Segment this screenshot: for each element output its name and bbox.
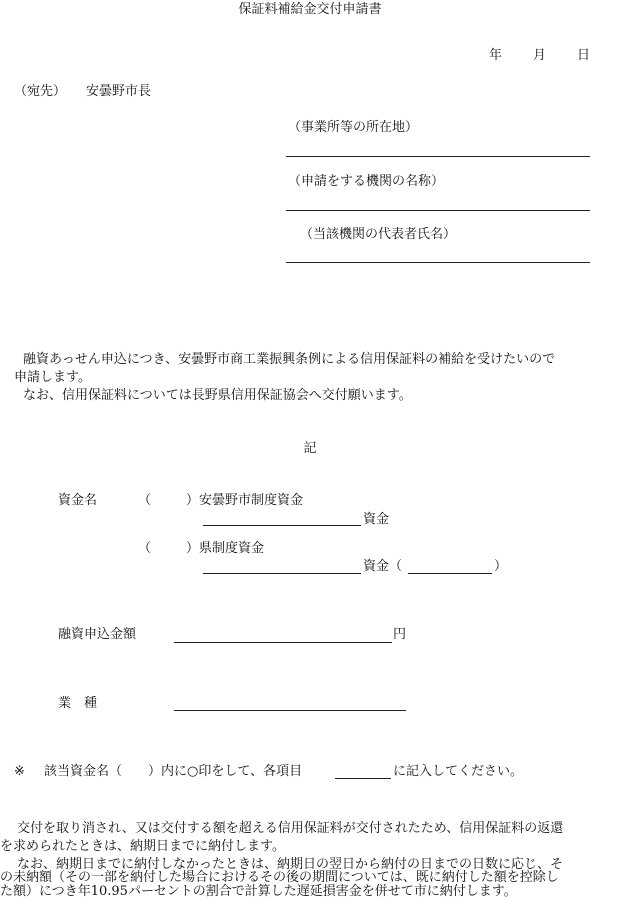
footer-line-2: を求められたときは、納期日までに納付します。 xyxy=(0,839,285,854)
note-text-b: に記入してください。 xyxy=(393,764,524,779)
body-paragraph-line-3: なお、信用保証料については長野県信用保証協会へ交付願います。 xyxy=(10,388,412,403)
organization-label: （申請をする機関の名称） xyxy=(288,174,445,189)
fund-row2-paren-line xyxy=(408,573,492,574)
footer-line-3: なお、納期日までに納付しなかったときは、納期日の翌日から納付の日までの日数に応じ、そ xyxy=(4,857,564,872)
footer-line-4: の未納額（その一部を納付した場合におけるその後の期間については、既に納付した額を控除し xyxy=(0,870,559,885)
industry-line xyxy=(174,710,406,711)
note-mark: ※ xyxy=(14,764,25,779)
addressee-prefix: （宛先） xyxy=(14,84,67,99)
document-title: 保証料補給金交付申請書 xyxy=(238,2,382,17)
fund-name-label: 資金名 xyxy=(58,493,98,508)
loan-amount-line xyxy=(174,642,392,643)
address-line xyxy=(286,156,590,157)
industry-label: 業 種 xyxy=(58,696,98,711)
loan-amount-label: 融資申込金額 xyxy=(58,627,137,642)
body-paragraph-line-1: 融資あっせん申込につき、安曇野市商工業振興条例による信用保証料の補給を受けたいので xyxy=(10,352,556,367)
fund-row1-municipal-label: ）安曇野市制度資金 xyxy=(186,493,304,508)
note-blank-line xyxy=(335,778,391,779)
note-text-a: 該当資金名（ ）内に○印をして、各項目 xyxy=(44,764,303,779)
footer-line-1: 交付を取り消され、又は交付する額を超える信用保証料が交付されたため、信用保証料の返還 xyxy=(4,821,564,836)
addressee-name: 安曇野市長 xyxy=(86,84,152,99)
date-year-label: 年 xyxy=(489,48,503,63)
date-day-label: 日 xyxy=(577,48,591,63)
address-label: （事業所等の所在地） xyxy=(288,120,419,135)
fund-row1-open-paren: （ xyxy=(138,493,152,508)
fund-row2-close-paren: ） xyxy=(494,559,508,574)
fund-row2-open-paren: （ xyxy=(138,541,152,556)
representative-label: （当該機関の代表者氏名） xyxy=(300,227,457,242)
body-paragraph-line-2: 申請します。 xyxy=(14,370,91,385)
date-month-label: 月 xyxy=(533,48,547,63)
footer-line-5: た額）につき年10.95パーセントの割合で計算した遅延損害金を併せて市に納付します。 xyxy=(0,884,517,899)
fund-row2-prefectural-label: ）県制度資金 xyxy=(186,541,265,556)
ki-heading: 記 xyxy=(303,441,317,456)
representative-line xyxy=(286,262,590,263)
fund-row2-suffix: 資金（ xyxy=(363,559,403,574)
loan-amount-unit: 円 xyxy=(393,627,407,642)
fund-row2-line xyxy=(203,573,361,574)
organization-line xyxy=(286,210,590,211)
fund-row1-suffix: 資金 xyxy=(363,512,390,527)
fund-row1-line xyxy=(203,525,361,526)
